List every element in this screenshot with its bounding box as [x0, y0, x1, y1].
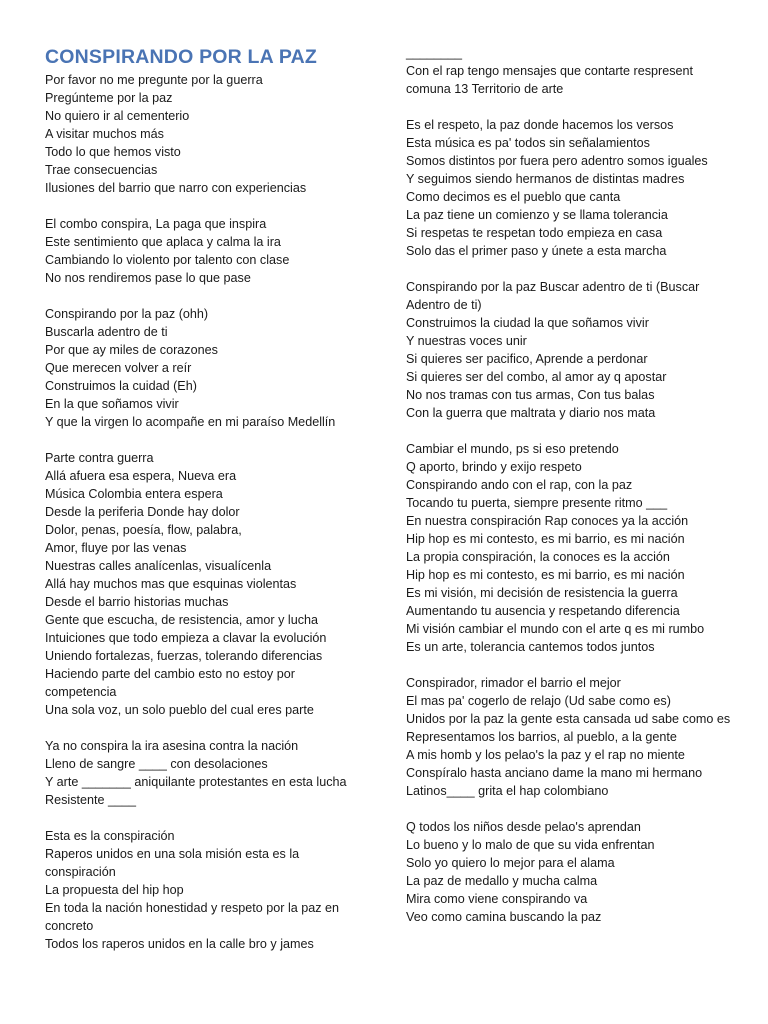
lyric-line: Cambiando lo violento por talento con clase — [45, 253, 290, 267]
lyric-line: Lleno de sangre ____ con desolaciones — [45, 757, 268, 771]
lyric-line: No nos tramas con tus armas, Con tus balas — [406, 388, 655, 402]
lyric-line: Q aporto, brindo y exijo respeto — [406, 460, 582, 474]
left-stanzas — [45, 71, 365, 953]
lyric-line: Como decimos es el pueblo que canta — [406, 190, 621, 204]
lyric-line: Aumentando tu ausencia y respetando diferencia — [406, 604, 680, 618]
stanza — [406, 278, 736, 422]
lyric-line: Veo como camina buscando la paz — [406, 910, 602, 924]
lyric-line: Y nuestras voces unir — [406, 334, 527, 348]
lyric-line: Uniendo fortalezas, fuerzas, tolerando diferencias — [45, 649, 323, 663]
lyric-line: Resistente ____ — [45, 793, 137, 807]
lyric-line: Conspirando ando con el rap, con la paz — [406, 478, 633, 492]
lyric-line: Una sola voz, un solo pueblo del cual eres parte — [45, 703, 314, 717]
lyric-line: Amor, fluye por las venas — [45, 541, 187, 555]
lyric-line: Allá afuera esa espera, Nueva era — [45, 469, 237, 483]
lyric-line: Con la guerra que maltrata y diario nos mata — [406, 406, 656, 420]
lyric-line: Ya no conspira la ira asesina contra la nación — [45, 739, 299, 753]
lyric-line: La paz tiene un comienzo y se llama tolerancia — [406, 208, 668, 222]
lyric-line: En toda la nación honestidad y respeto por la paz en concreto — [45, 901, 343, 933]
lyric-line: Y arte _______ aniquilante protestantes en esta lucha — [45, 775, 347, 789]
lyric-line: Trae consecuencias — [45, 163, 158, 177]
lyric-line: Raperos unidos en una sola misión esta es la conspiración — [45, 847, 303, 879]
lyric-line: Desde la periferia Donde hay dolor — [45, 505, 240, 519]
lyric-line: Desde el barrio historias muchas — [45, 595, 229, 609]
lyric-line: La propuesta del hip hop — [45, 883, 184, 897]
lyric-line: Que merecen volver a reír — [45, 361, 192, 375]
lyric-line: Unidos por la paz la gente esta cansada ud sabe como es — [406, 712, 731, 726]
lyric-line: Parte contra guerra — [45, 451, 154, 465]
lyric-line: Conspirando por la paz (ohh) — [45, 307, 209, 321]
lyric-line: Es un arte, tolerancia cantemos todos juntos — [406, 640, 655, 654]
right-stanzas — [406, 44, 736, 926]
lyric-line: Mi visión cambiar el mundo con el arte q es mi rumbo — [406, 622, 705, 636]
lyric-line: Q todos los niños desde pelao's aprendan — [406, 820, 641, 834]
lyric-line: Nuestras calles analícenlas, visualícenla — [45, 559, 272, 573]
stanza — [45, 215, 365, 287]
lyric-line: Y que la virgen lo acompañe en mi paraíso Medellín — [45, 415, 336, 429]
lyric-line: El combo conspira, La paga que inspira — [45, 217, 267, 231]
lyric-line: Todo lo que hemos visto — [45, 145, 181, 159]
lyric-line: Latinos____ grita el hap colombiano — [406, 784, 609, 798]
lyric-line: Haciendo parte del cambio esto no estoy por competencia — [45, 667, 299, 699]
stanza — [406, 44, 736, 98]
stanza — [45, 305, 365, 431]
lyric-line: No nos rendiremos pase lo que pase — [45, 271, 251, 285]
lyric-line: Conspirador, rimador el barrio el mejor — [406, 676, 621, 690]
lyric-line: Todos los raperos unidos en la calle bro y james — [45, 937, 314, 951]
lyric-line: Y seguimos siendo hermanos de distintas madres — [406, 172, 685, 186]
lyric-line: No quiero ir al cementerio — [45, 109, 190, 123]
lyric-line: El mas pa' cogerlo de relajo (Ud sabe como es) — [406, 694, 671, 708]
lyric-line: Es el respeto, la paz donde hacemos los versos — [406, 118, 674, 132]
lyric-line: Si quieres ser pacifico, Aprende a perdonar — [406, 352, 648, 366]
lyric-line: Ilusiones del barrio que narro con experiencias — [45, 181, 307, 195]
stanza — [406, 674, 736, 800]
page-title: CONSPIRANDO POR LA PAZ — [45, 46, 317, 68]
stanza — [45, 827, 365, 953]
lyric-line: Pregúnteme por la paz — [45, 91, 173, 105]
lyric-line: En nuestra conspiración Rap conoces ya la acción — [406, 514, 689, 528]
stanza — [406, 818, 736, 926]
lyric-line: Dolor, penas, poesía, flow, palabra, — [45, 523, 242, 537]
lyric-line: A mis homb y los pelao's la paz y el rap no miente — [406, 748, 685, 762]
lyric-line: La paz de medallo y mucha calma — [406, 874, 598, 888]
lyric-line: Con el rap tengo mensajes que contarte respresent comuna 13 Territorio de arte — [406, 64, 697, 96]
lyric-line: La propia conspiración, la conoces es la acción — [406, 550, 670, 564]
stanza — [45, 737, 365, 809]
lyric-line: Por favor no me pregunte por la guerra — [45, 73, 263, 87]
lyric-line: ________ — [406, 46, 463, 60]
lyric-line: Por que ay miles de corazones — [45, 343, 218, 357]
lyric-line: Intuiciones que todo empieza a clavar la evolución — [45, 631, 327, 645]
stanza — [45, 449, 365, 719]
stanza — [45, 71, 365, 197]
lyric-line: Es mi visión, mi decisión de resistencia la guerra — [406, 586, 678, 600]
lyric-line: Solo yo quiero lo mejor para el alama — [406, 856, 615, 870]
lyric-line: Este sentimiento que aplaca y calma la ira — [45, 235, 281, 249]
lyric-line: Conspirando por la paz Buscar adentro de ti (Buscar Adentro de ti) — [406, 280, 703, 312]
lyric-line: Conspíralo hasta anciano dame la mano mi hermano — [406, 766, 703, 780]
lyric-line: Hip hop es mi contesto, es mi barrio, es mi nación — [406, 532, 685, 546]
stanza — [406, 116, 736, 260]
lyric-line: Hip hop es mi contesto, es mi barrio, es mi nación — [406, 568, 685, 582]
lyric-line: Representamos los barrios, al pueblo, a la gente — [406, 730, 677, 744]
left-column — [45, 44, 365, 971]
lyric-line: Allá hay muchos mas que esquinas violentas — [45, 577, 297, 591]
lyric-line: Somos distintos por fuera pero adentro somos iguales — [406, 154, 708, 168]
right-column — [406, 44, 736, 944]
lyric-line: Esta música es pa' todos sin señalamientos — [406, 136, 650, 150]
lyric-line: Construimos la ciudad la que soñamos vivir — [406, 316, 649, 330]
lyric-line: Música Colombia entera espera — [45, 487, 223, 501]
lyric-line: Si quieres ser del combo, al amor ay q apostar — [406, 370, 667, 384]
lyric-line: Gente que escucha, de resistencia, amor y lucha — [45, 613, 319, 627]
lyric-line: Solo das el primer paso y únete a esta marcha — [406, 244, 667, 258]
lyric-line: En la que soñamos vivir — [45, 397, 179, 411]
lyric-line: Mira como viene conspirando va — [406, 892, 588, 906]
lyric-line: A visitar muchos más — [45, 127, 164, 141]
lyric-line: Lo bueno y lo malo de que su vida enfrentan — [406, 838, 655, 852]
lyric-line: Buscarla adentro de ti — [45, 325, 168, 339]
lyric-line: Tocando tu puerta, siempre presente ritmo ___ — [406, 496, 668, 510]
lyric-line: Esta es la conspiración — [45, 829, 175, 843]
stanza — [406, 440, 736, 656]
lyric-line: Si respetas te respetan todo empieza en casa — [406, 226, 663, 240]
lyric-line: Cambiar el mundo, ps si eso pretendo — [406, 442, 619, 456]
lyric-line: Construimos la cuidad (Eh) — [45, 379, 197, 393]
